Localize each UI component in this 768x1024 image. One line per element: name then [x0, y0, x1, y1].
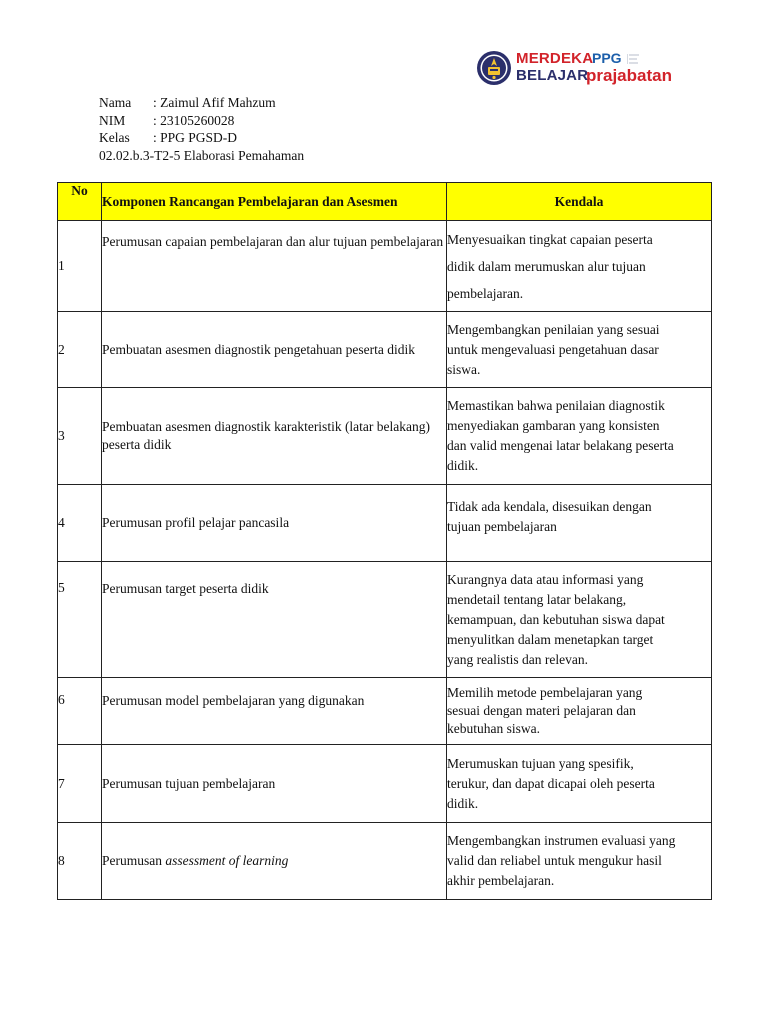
row-komponen: Perumusan model pembelajaran yang digunakan	[102, 678, 447, 745]
kendala-line: didik.	[447, 795, 479, 811]
row-kendala	[447, 562, 712, 678]
komponen-prefix: Perumusan	[102, 853, 166, 868]
table-row	[58, 312, 712, 388]
nim-label: NIM	[99, 112, 126, 128]
kendala-line: Memastikan bahwa penilaian diagnostik	[447, 398, 665, 413]
row-komponen: Perumusan target peserta didik	[102, 562, 447, 678]
info-row-kelas	[99, 129, 304, 147]
kendala-line: kemampuan, dan kebutuhan siswa dapat	[447, 611, 665, 627]
kendala-line: pembelajaran.	[447, 285, 524, 301]
kendala-line: Menyesuaikan tingkat capaian peserta	[447, 231, 653, 247]
table-header-row	[58, 183, 712, 221]
kelas-value: : PPG PGSD-D	[153, 130, 238, 145]
kendala-line: yang realistis dan relevan.	[447, 651, 588, 667]
nim-value: : 23105260028	[153, 112, 235, 128]
student-info	[99, 94, 304, 164]
komponen-italic-term: assessment of learning	[165, 853, 289, 868]
kendala-line: menyediakan gambaran yang konsisten	[447, 418, 660, 433]
kendala-line: Mengembangkan instrumen evaluasi yang	[447, 833, 676, 848]
row-kendala	[447, 823, 712, 900]
info-row-nama	[99, 94, 304, 112]
row-kendala	[447, 312, 712, 388]
kendala-line: didik.	[447, 458, 479, 473]
kendala-line: untuk mengevaluasi pengetahuan dasar	[447, 341, 659, 357]
row-kendala	[447, 221, 712, 312]
row-number: 4	[58, 485, 102, 562]
kendala-line: Memilih metode pembelajaran yang	[447, 685, 643, 700]
logo-word-merdeka: MERDEKA	[516, 50, 594, 67]
row-komponen: Perumusan profil pelajar pancasila	[102, 485, 447, 562]
kelas-label: Kelas	[99, 130, 130, 145]
row-number: 3	[58, 388, 102, 485]
header-komponen: Komponen Rancangan Pembelajaran dan Asesmen	[102, 183, 447, 221]
table-row	[58, 745, 712, 823]
row-number: 6	[58, 678, 102, 745]
info-row-nim	[99, 112, 304, 130]
kendala-line: siswa.	[447, 361, 481, 377]
row-kendala	[447, 485, 712, 562]
table-row	[58, 678, 712, 745]
kendala-line: mendetail tentang latar belakang,	[447, 591, 627, 607]
kendala-line: Mengembangkan penilaian yang sesuai	[447, 321, 660, 337]
assignment-title: 02.02.b.3-T2-5 Elaborasi Pemahaman	[99, 147, 305, 163]
row-komponen: Pembuatan asesmen diagnostik karakteristik (latar belakang) peserta didik	[102, 388, 447, 485]
table-row	[58, 485, 712, 562]
kendala-line: dan valid mengenai latar belakang peserta	[447, 438, 674, 453]
kendala-line: kebutuhan siswa.	[447, 721, 540, 736]
row-number: 8	[58, 823, 102, 900]
kendala-line: Merumuskan tujuan yang spesifik,	[447, 755, 634, 771]
row-kendala	[447, 388, 712, 485]
kendala-line: Tidak ada kendala, disesuikan dengan	[447, 499, 652, 514]
kendala-line: didik dalam merumuskan alur tujuan	[447, 258, 646, 274]
row-kendala	[447, 745, 712, 823]
kendala-line: sesuai dengan materi pelajaran dan	[447, 703, 636, 718]
row-kendala	[447, 678, 712, 745]
logo-word-belajar: BELAJAR	[516, 67, 589, 84]
university-seal-icon	[476, 50, 512, 86]
kendala-line: tujuan pembelajaran	[447, 519, 557, 534]
row-komponen: Perumusan capaian pembelajaran dan alur tujuan pembelajaran	[102, 221, 447, 312]
row-number: 2	[58, 312, 102, 388]
row-number: 7	[58, 745, 102, 823]
nama-label: Nama	[99, 95, 132, 110]
row-number: 1	[58, 221, 102, 312]
header-no: No	[58, 183, 102, 221]
table-row	[58, 562, 712, 678]
logo-word-prajabatan: prajabatan	[586, 66, 672, 85]
logo-word-ppg: PPG	[592, 50, 622, 66]
row-number: 5	[58, 562, 102, 678]
merdeka-belajar-ppg-logo	[476, 48, 676, 90]
kendala-line: menyulitkan dalam menetapkan target	[447, 631, 654, 647]
table-row	[58, 221, 712, 312]
row-komponen	[102, 823, 447, 900]
nama-value: : Zaimul Afif Mahzum	[153, 95, 276, 110]
kendala-table	[57, 182, 712, 900]
logo-tagline-lines-icon	[627, 52, 641, 66]
row-komponen: Perumusan tujuan pembelajaran	[102, 745, 447, 823]
table-row	[58, 823, 712, 900]
kendala-line: terukur, dan dapat dicapai oleh peserta	[447, 775, 655, 791]
kendala-line: valid dan reliabel untuk mengukur hasil	[447, 853, 662, 868]
kendala-line: akhir pembelajaran.	[447, 873, 555, 888]
kendala-line: Kurangnya data atau informasi yang	[447, 571, 644, 587]
header-kendala: Kendala	[447, 183, 712, 221]
row-komponen: Pembuatan asesmen diagnostik pengetahuan peserta didik	[102, 312, 447, 388]
table-row	[58, 388, 712, 485]
